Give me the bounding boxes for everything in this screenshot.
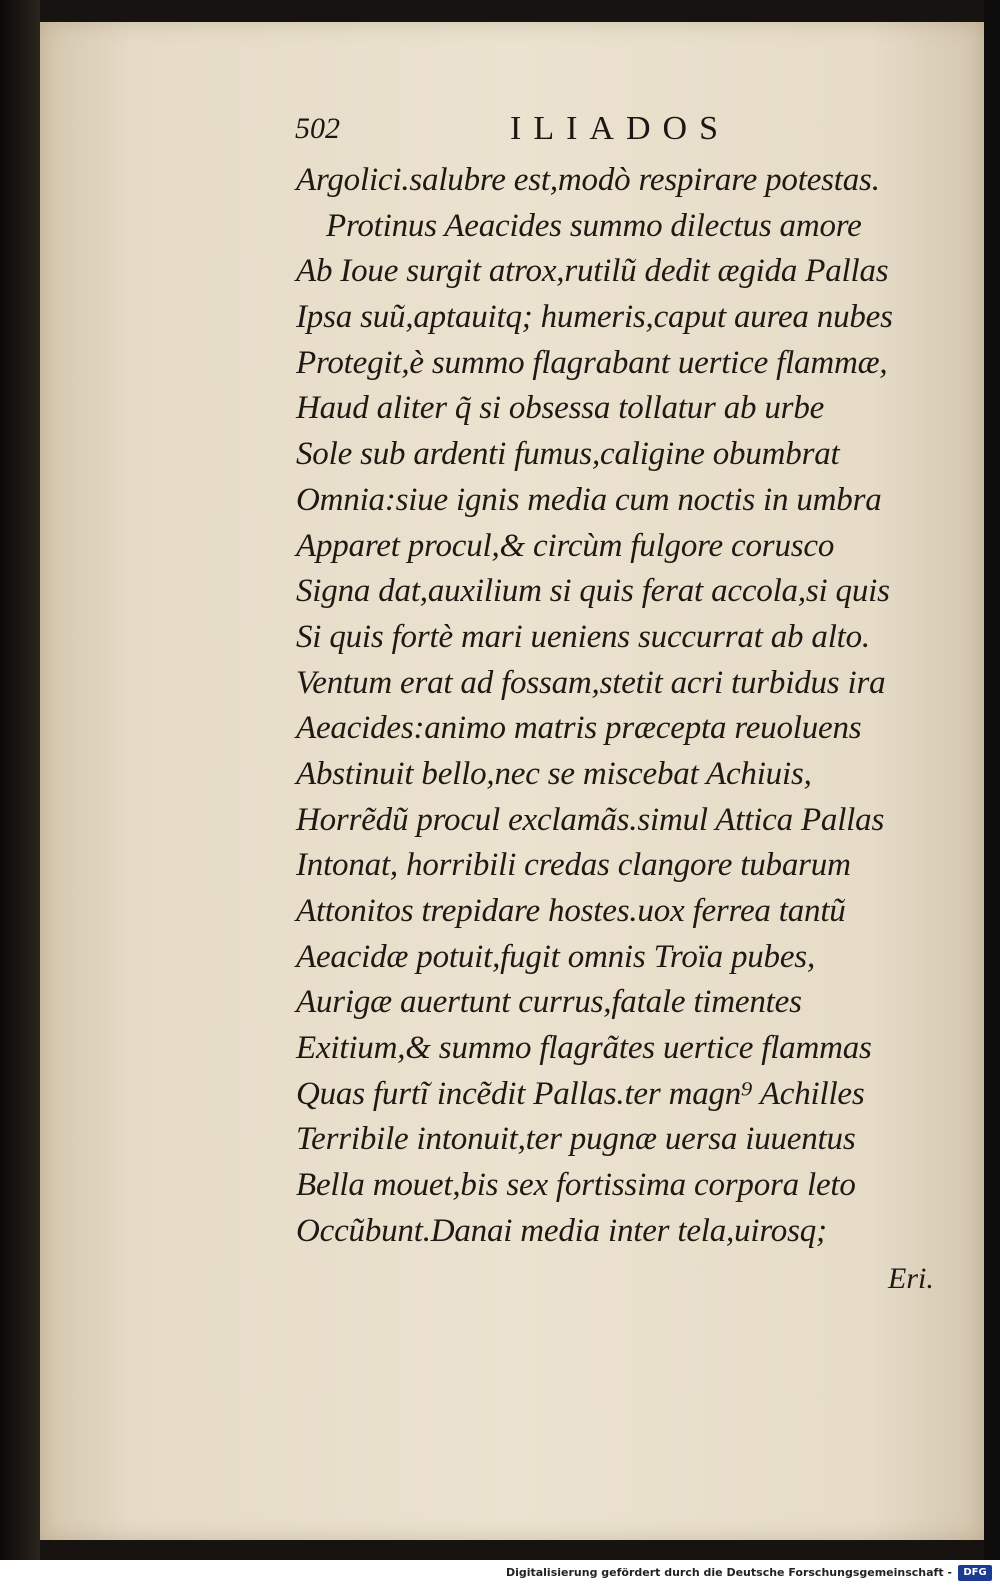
verse-line: Si quis fortè mari ueniens succurrat ab alto.: [296, 618, 870, 655]
verse-line: Ventum erat ad fossam,stetit acri turbidus ira: [296, 664, 886, 701]
funding-credit: Digitalisierung gefördert durch die Deutsche Forschungsgemeinschaft -: [505, 1566, 952, 1579]
scan-right-edge: [984, 0, 1000, 1560]
verse-line: Omnia:siue ignis media cum noctis in umbra: [296, 481, 882, 518]
verse-line: Ipsa suũ,aptauitq; humeris,caput aurea nubes: [296, 299, 893, 336]
verse-line: Bella mouet,bis sex fortissima corpora leto: [296, 1167, 856, 1204]
verse-line: Protegit,è summo flagrabant uertice flammæ,: [296, 344, 888, 381]
verse-line: Signa dat,auxilium si quis ferat accola,si quis: [296, 573, 890, 610]
verse-line: Sole sub ardenti fumus,caligine obumbrat: [296, 436, 840, 473]
verse-line: Protinus Aeacides summo dilectus amore: [326, 207, 862, 244]
verse-text-block: [296, 158, 966, 1255]
verse-line: Horrẽdũ procul exclamãs.simul Attica Pallas: [296, 801, 885, 838]
verse-line: Aurigæ auertunt currus,fatale timentes: [296, 984, 802, 1021]
verse-line: Quas furtĩ incẽdit Pallas.ter magn⁹ Achilles: [296, 1075, 865, 1112]
verse-line: Occũbunt.Danai media inter tela,uirosq;: [296, 1212, 827, 1249]
verse-line: Abstinuit bello,nec se miscebat Achiuis,: [296, 755, 812, 792]
verse-line: Terribile intonuit,ter pugnæ uersa iuuentus: [296, 1121, 856, 1158]
catchword: Eri.: [888, 1262, 934, 1295]
verse-line: Ab Ioue surgit atrox,rutilũ dedit ægida Pallas: [296, 253, 889, 290]
running-head: [295, 110, 935, 154]
dfg-logo: DFG: [958, 1565, 992, 1581]
verse-line: Attonitos trepidare hostes.uox ferrea tantũ: [296, 893, 846, 929]
footer-bar: [0, 1560, 1000, 1588]
book-binding-edge: [0, 0, 40, 1560]
verse-line: Aeacides:animo matris præcepta reuoluens: [296, 710, 862, 747]
page-number: 502: [295, 112, 340, 145]
verse-line: Argolici.salubre est,modò respirare potestas.: [296, 162, 880, 198]
verse-line: Exitium,& summo flagrãtes uertice flammas: [296, 1030, 872, 1067]
verse-line: Haud aliter q̃ si obsessa tollatur ab urbe: [296, 390, 825, 427]
verse-line: Apparet procul,& circùm fulgore corusco: [296, 527, 835, 564]
verse-line: Intonat, horribili credas clangore tubarum: [296, 847, 851, 884]
verse-line: Aeacidæ potuit,fugit omnis Troïa pubes,: [296, 938, 815, 975]
page-title: ILIADOS: [510, 110, 730, 147]
